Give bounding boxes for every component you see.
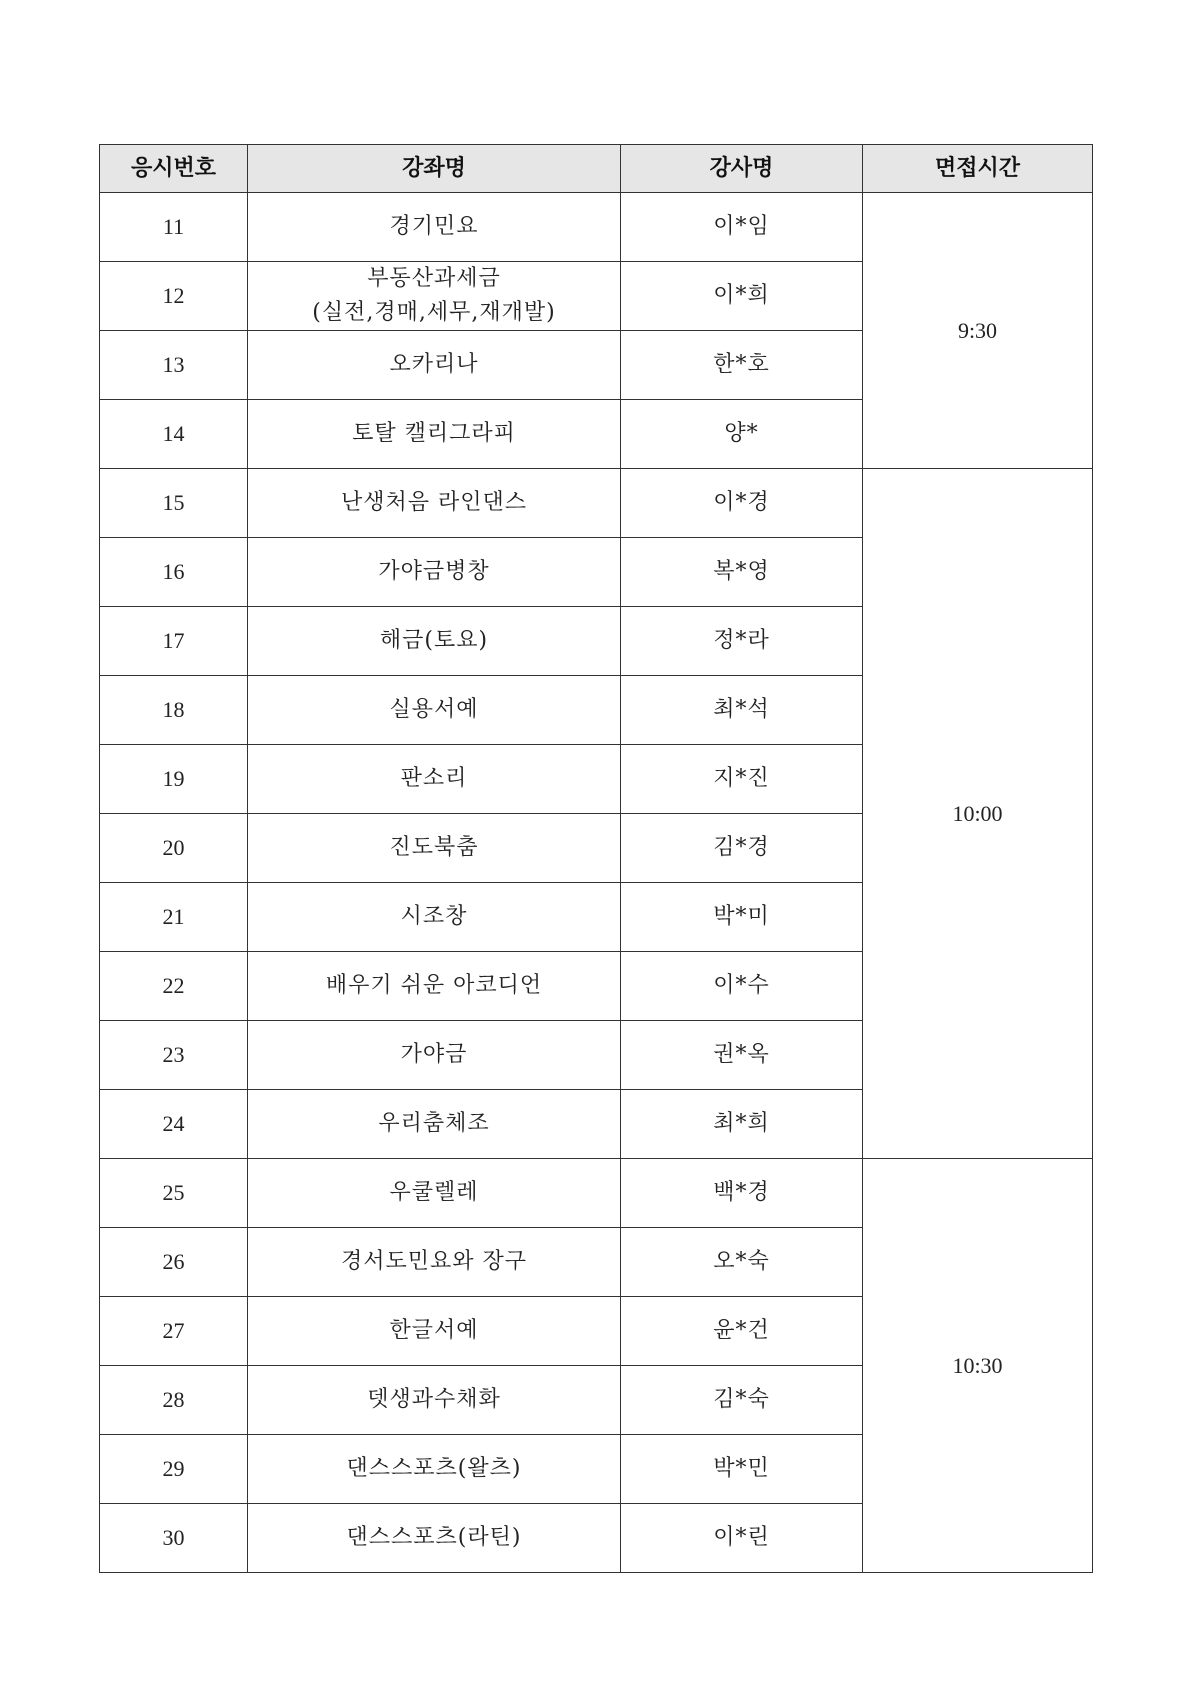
instructor-name-cell: 이*수: [621, 952, 863, 1021]
exam-number-cell: 28: [100, 1366, 248, 1435]
instructor-name-cell: 오*숙: [621, 1228, 863, 1297]
exam-number-cell: 22: [100, 952, 248, 1021]
interview-time-cell: 9:30: [863, 193, 1093, 469]
exam-number-cell: 11: [100, 193, 248, 262]
table-row: [100, 193, 1093, 262]
table-row: [100, 1159, 1093, 1228]
course-name-cell: 댄스스포츠(왈츠): [248, 1435, 621, 1504]
instructor-name-cell: 이*희: [621, 262, 863, 331]
course-name-cell: 한글서예: [248, 1297, 621, 1366]
instructor-name-cell: 최*희: [621, 1090, 863, 1159]
exam-number-cell: 24: [100, 1090, 248, 1159]
exam-number-cell: 25: [100, 1159, 248, 1228]
course-name-cell: 배우기 쉬운 아코디언: [248, 952, 621, 1021]
exam-number-cell: 15: [100, 469, 248, 538]
course-name-cell: 가야금병창: [248, 538, 621, 607]
instructor-name-cell: 이*경: [621, 469, 863, 538]
exam-number-cell: 13: [100, 331, 248, 400]
course-name-subline: (실전,경매,세무,재개발): [312, 300, 556, 325]
course-name-cell: 판소리: [248, 745, 621, 814]
header-exam-number: 응시번호: [100, 145, 248, 193]
exam-number-cell: 21: [100, 883, 248, 952]
course-name-cell: 난생처음 라인댄스: [248, 469, 621, 538]
exam-number-cell: 18: [100, 676, 248, 745]
instructor-name-cell: 최*석: [621, 676, 863, 745]
exam-number-cell: 19: [100, 745, 248, 814]
interview-time-cell: 10:30: [863, 1159, 1093, 1573]
instructor-name-cell: 한*호: [621, 331, 863, 400]
instructor-name-cell: 김*경: [621, 814, 863, 883]
course-name-cell: 뎃생과수채화: [248, 1366, 621, 1435]
instructor-name-cell: 지*진: [621, 745, 863, 814]
course-name-cell: 가야금: [248, 1021, 621, 1090]
course-name-cell: 시조창: [248, 883, 621, 952]
header-course-name: 강좌명: [248, 145, 621, 193]
course-name-cell: 댄스스포츠(라틴): [248, 1504, 621, 1573]
interview-schedule-table: [99, 144, 1093, 1573]
course-name-cell: 실용서예: [248, 676, 621, 745]
course-name-cell: 진도북춤: [248, 814, 621, 883]
course-name-cell: 토탈 캘리그라피: [248, 400, 621, 469]
exam-number-cell: 20: [100, 814, 248, 883]
table-header-row: [100, 145, 1093, 193]
course-name-cell: 오카리나: [248, 331, 621, 400]
exam-number-cell: 17: [100, 607, 248, 676]
instructor-name-cell: 양*: [621, 400, 863, 469]
course-name-cell: 우쿨렐레: [248, 1159, 621, 1228]
exam-number-cell: 30: [100, 1504, 248, 1573]
table-row: [100, 469, 1093, 538]
exam-number-cell: 27: [100, 1297, 248, 1366]
course-name-line: 부동산과세금: [367, 266, 501, 291]
instructor-name-cell: 백*경: [621, 1159, 863, 1228]
course-name-cell: 해금(토요): [248, 607, 621, 676]
course-name-cell: 우리춤체조: [248, 1090, 621, 1159]
course-name-cell: 경서도민요와 장구: [248, 1228, 621, 1297]
course-name-cell: 경기민요: [248, 193, 621, 262]
exam-number-cell: 26: [100, 1228, 248, 1297]
instructor-name-cell: 이*임: [621, 193, 863, 262]
instructor-name-cell: 박*미: [621, 883, 863, 952]
instructor-name-cell: 복*영: [621, 538, 863, 607]
instructor-name-cell: 이*린: [621, 1504, 863, 1573]
header-instructor-name: 강사명: [621, 145, 863, 193]
exam-number-cell: 12: [100, 262, 248, 331]
instructor-name-cell: 박*민: [621, 1435, 863, 1504]
instructor-name-cell: 윤*건: [621, 1297, 863, 1366]
interview-time-cell: 10:00: [863, 469, 1093, 1159]
exam-number-cell: 29: [100, 1435, 248, 1504]
header-interview-time: 면접시간: [863, 145, 1093, 193]
exam-number-cell: 23: [100, 1021, 248, 1090]
exam-number-cell: 14: [100, 400, 248, 469]
instructor-name-cell: 정*라: [621, 607, 863, 676]
course-name-cell: [248, 262, 621, 331]
exam-number-cell: 16: [100, 538, 248, 607]
instructor-name-cell: 김*숙: [621, 1366, 863, 1435]
instructor-name-cell: 권*옥: [621, 1021, 863, 1090]
